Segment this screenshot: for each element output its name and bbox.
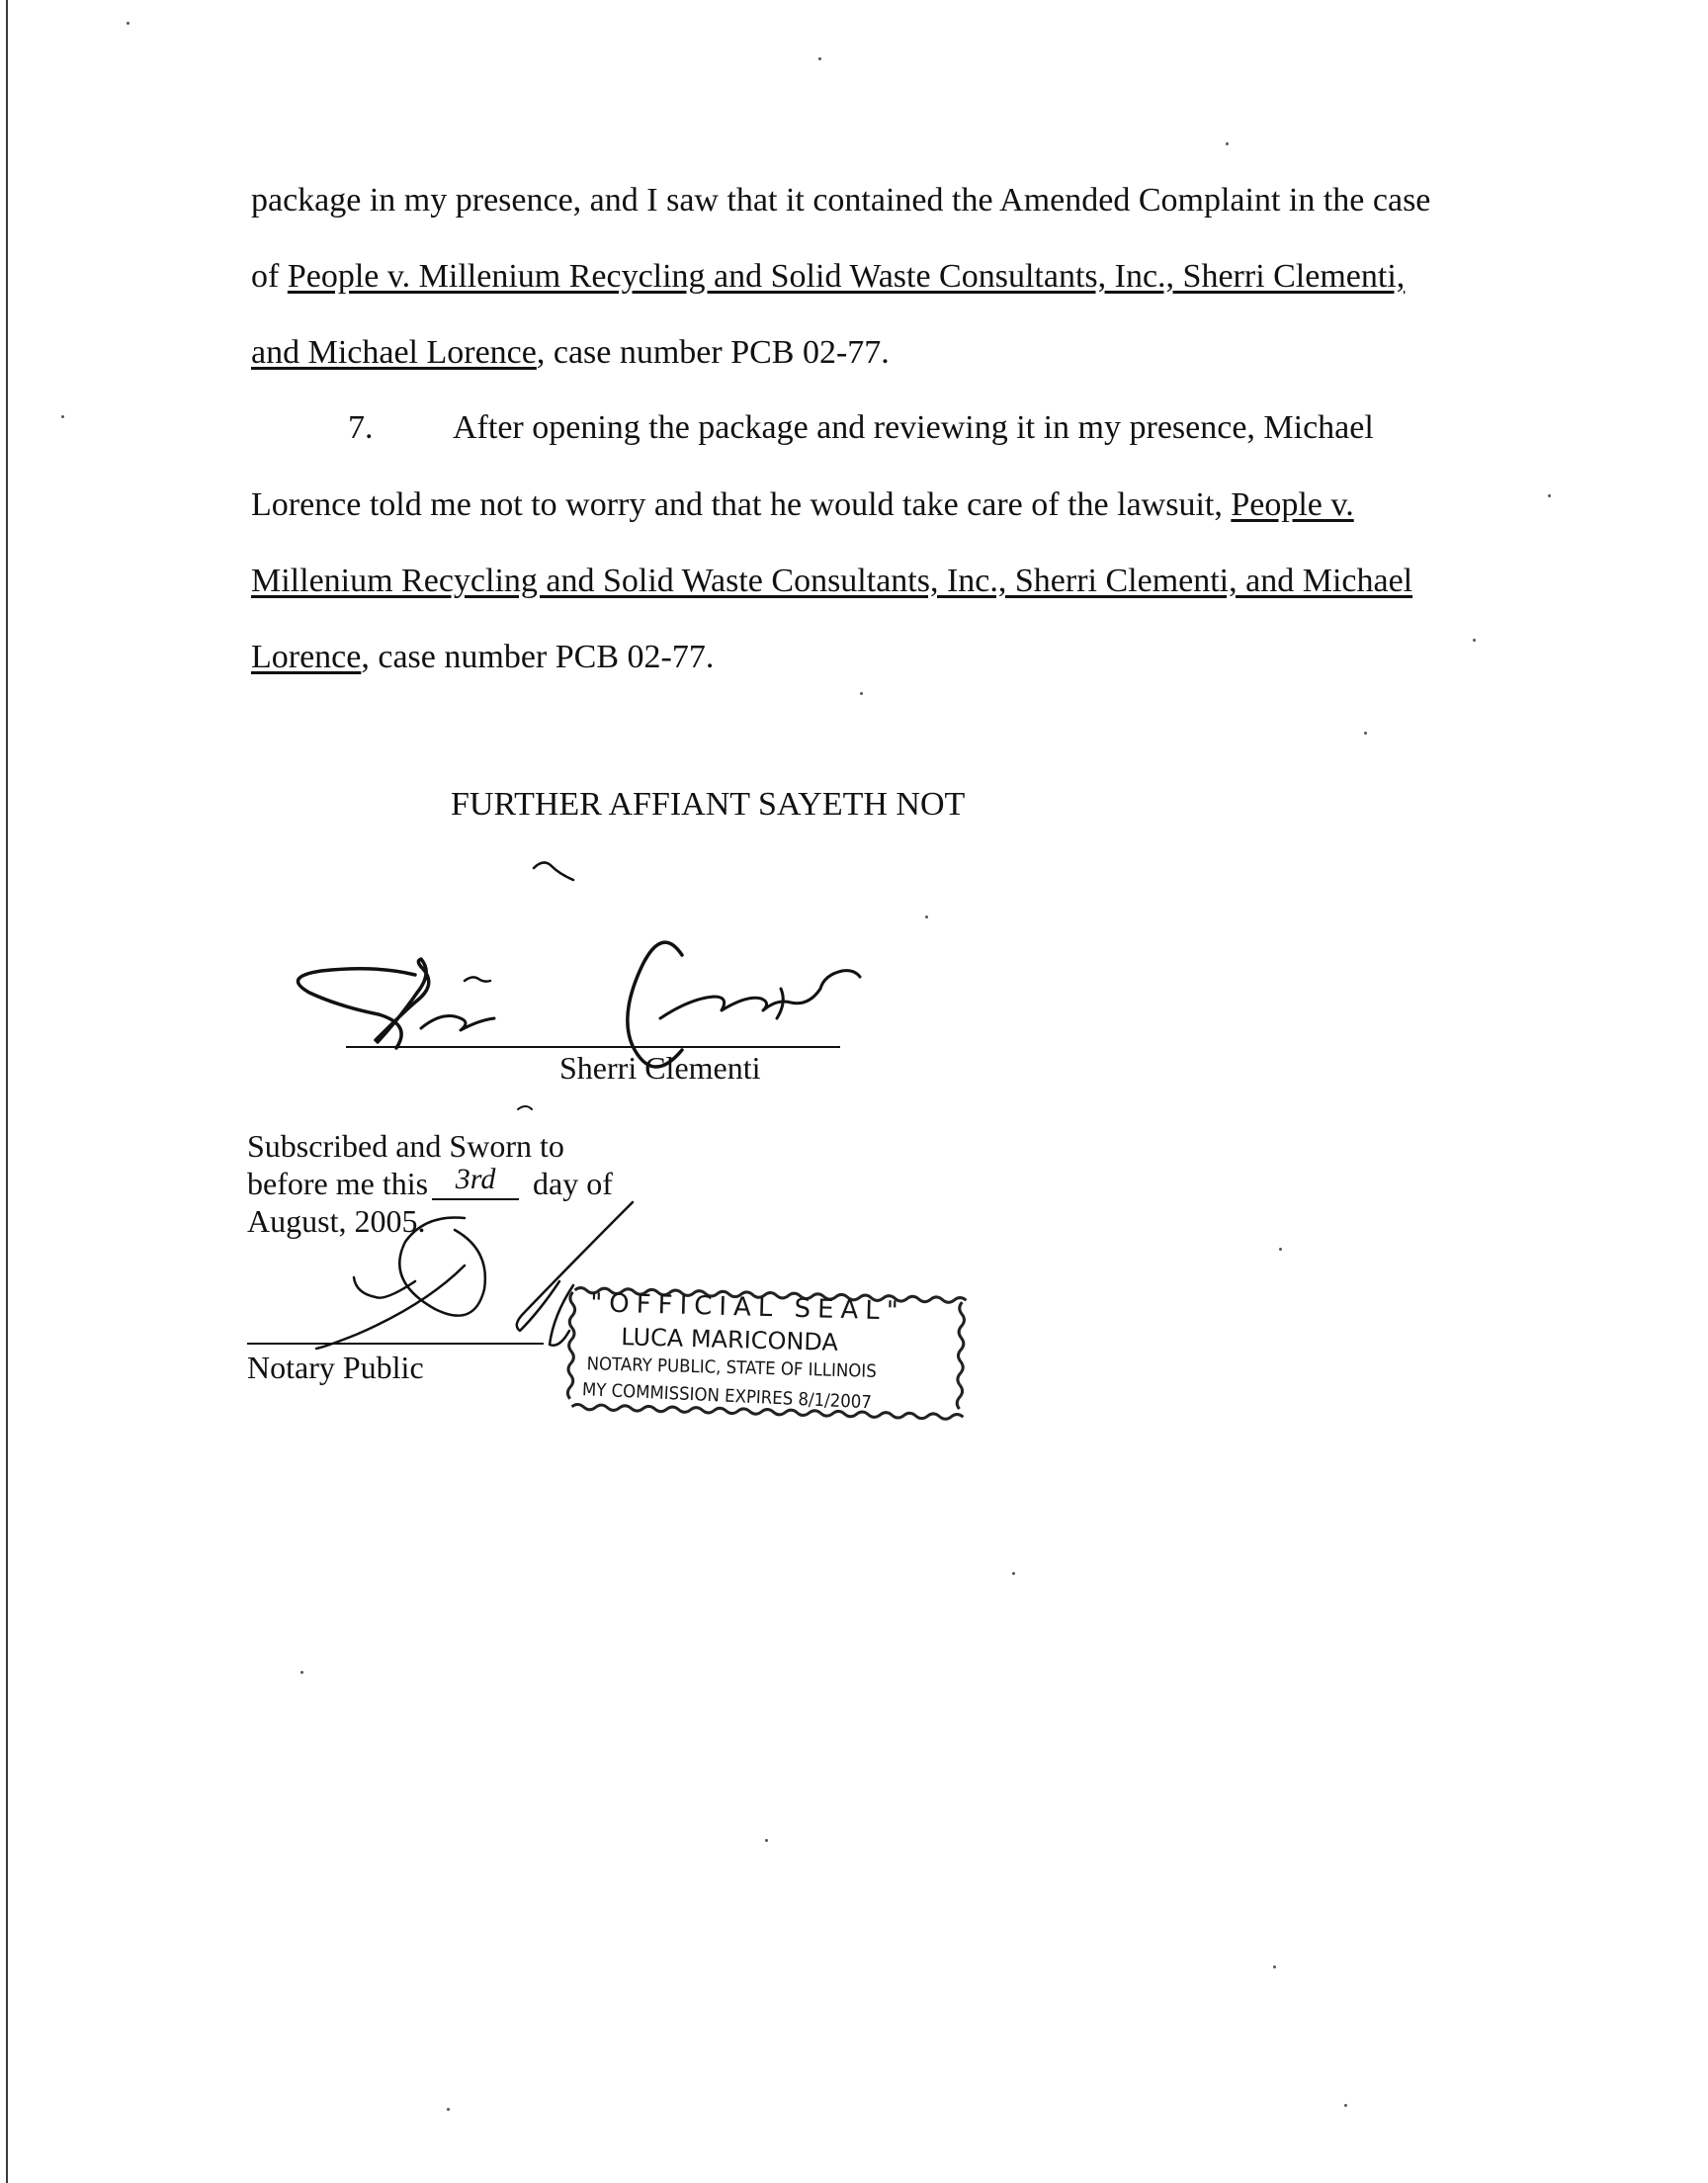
case-caption: People v. Millenium Recycling and Solid Waste Consultants, Inc., Sherri Clementi, [287,258,1406,295]
paragraph-6-line-2 [251,257,1405,297]
scan-speck [1473,639,1476,642]
notary-signature-stroke [354,1277,415,1298]
notary-title: Notary Public [247,1350,424,1385]
case-caption: and Michael Lorence [251,334,537,371]
paragraph-7-line-4 [251,638,714,677]
case-caption: Millenium Recycling and Solid Waste Consultants, Inc., Sherri Clementi, and Michael [251,563,1413,599]
paragraph-6-text: , case number PCB 02-77. [536,334,890,371]
scan-speck [818,57,821,60]
scan-speck [1012,1572,1015,1575]
signature-line [346,1046,840,1048]
paragraph-7-text: Lorence told me not to worry and that he would take care of the lawsuit, [251,486,1232,523]
seal-expiration: MY COMMISSION EXPIRES 8/1/2007 [581,1379,873,1414]
affiant-signature-stroke [777,989,783,1018]
stray-mark [518,1106,532,1109]
stray-mark [534,862,573,880]
scan-speck [1226,142,1229,145]
scan-speck [1273,1965,1276,1968]
affiant-signature-stroke [298,969,415,1048]
notary-line-2 [247,1165,613,1204]
paragraph-7-text: , case number PCB 02-77. [361,639,715,675]
scan-speck [127,22,129,25]
scan-speck [1344,2104,1347,2107]
scan-speck [1548,494,1551,497]
scan-speck [61,415,64,418]
notary-text: day of [533,1166,613,1201]
notary-signature-line [247,1343,544,1345]
seal-title: "OFFICIAL SEAL" [589,1288,906,1327]
handwritten-day: 3rd [455,1163,496,1195]
seal-state: NOTARY PUBLIC, STATE OF ILLINOIS [586,1353,877,1382]
paragraph-6-text: package in my presence, and I saw that it contained the Amended Complaint in the case [251,182,1431,218]
scan-speck [860,692,863,695]
paragraph-number: 7. [348,409,374,446]
scan-speck [1364,732,1367,735]
scan-speck [925,916,928,918]
scan-speck [765,1839,768,1842]
paragraph-6-line-3 [251,333,890,373]
scan-speck [1279,1248,1282,1251]
scan-speck [447,2108,450,2111]
paragraph-6-line-1 [251,181,1430,220]
affiant-signature-stroke [465,977,490,981]
affiant-signature-stroke [376,959,429,1042]
notary-line-3: August, 2005. [247,1203,426,1239]
paragraph-6-text: of [251,258,288,295]
seal-notary-name: LUCA MARICONDA [621,1323,839,1356]
official-seal-stamp [557,1280,976,1428]
notary-day-field [428,1165,523,1204]
paragraph-7-line-3 [251,562,1412,601]
scan-edge-rule [6,0,8,2183]
case-caption: People v. [1231,486,1354,523]
scan-speck [300,1671,303,1674]
closing-heading: FURTHER AFFIANT SAYETH NOT [451,786,966,823]
notary-text: before me this [247,1166,429,1201]
notary-signature-stroke [316,1266,465,1349]
affiant-signature-stroke [421,1016,494,1030]
case-caption: Lorence [251,639,362,675]
notary-line-1: Subscribed and Sworn to [247,1128,564,1164]
paragraph-7-line-2 [251,485,1354,525]
affiant-name: Sherri Clementi [559,1050,761,1086]
paragraph-7-line-1: After opening the package and reviewing it in my presence, Michael [453,409,1374,446]
affiant-signature-stroke [628,942,682,1067]
affiant-signature-stroke [660,971,860,1018]
